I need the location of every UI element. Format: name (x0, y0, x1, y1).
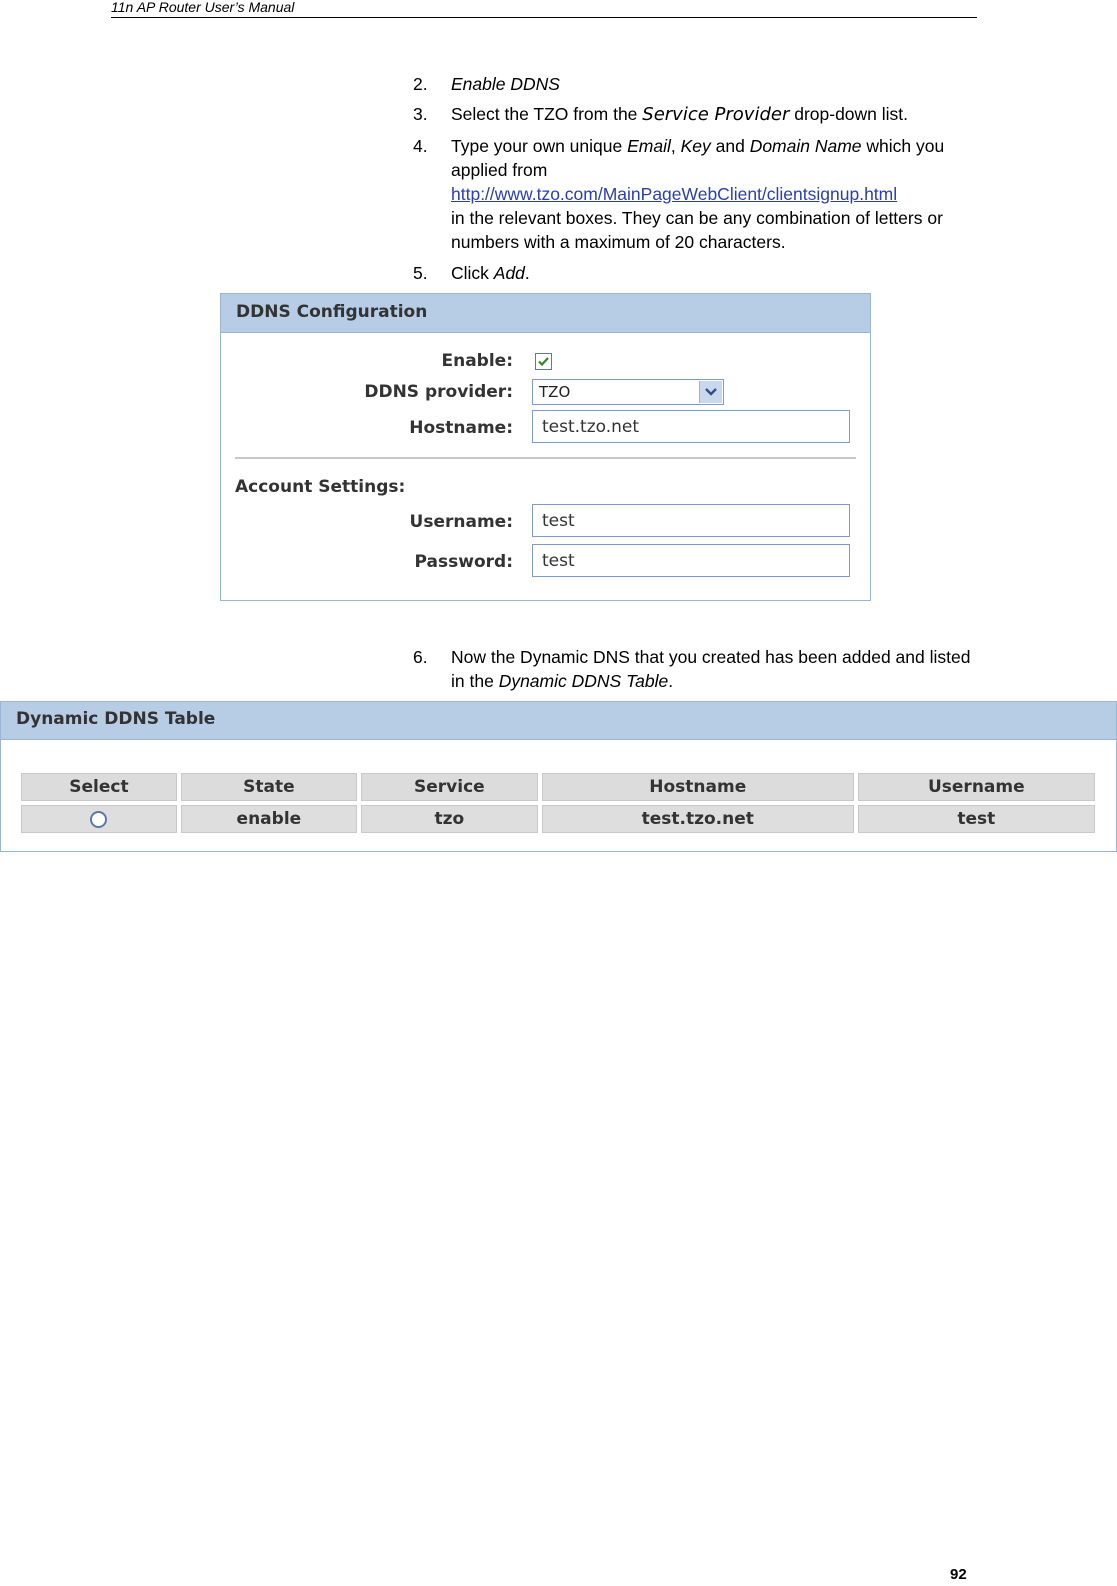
step-text: Type your own unique (451, 136, 628, 156)
column-header-username: Username (858, 773, 1095, 801)
table-title: Dynamic DDNS Table (16, 709, 216, 729)
step-text-mid: which you applied from (451, 136, 945, 180)
checkmark-icon (537, 355, 550, 368)
key-term: Key (680, 136, 711, 156)
step-number: 2. (413, 74, 428, 94)
step-text: Enable DDNS (451, 74, 560, 94)
enable-checkbox[interactable] (535, 353, 552, 370)
dynamic-ddns-table-panel (0, 701, 1117, 852)
divider (235, 457, 856, 459)
column-header-hostname: Hostname (542, 773, 854, 801)
step-6 (413, 645, 983, 693)
password-value: test (542, 551, 575, 571)
ddns-configuration-panel (220, 293, 871, 601)
step-text-tail: drop-down list. (789, 104, 909, 124)
step-5 (413, 261, 983, 285)
add-term: Add (493, 263, 525, 283)
chevron-down-icon (705, 388, 717, 396)
username-input[interactable] (532, 504, 850, 537)
table-title-bar (1, 702, 1116, 740)
step-text-tail: . (668, 671, 674, 691)
step-number: 6. (413, 647, 428, 667)
tzo-signup-link[interactable]: http://www.tzo.com/MainPageWebClient/clientsignup.html (451, 184, 898, 204)
domain-name-term: Domain Name (749, 136, 862, 156)
password-label: Password: (414, 552, 513, 572)
username-label: Username: (409, 512, 513, 532)
hostname-label: Hostname: (409, 418, 513, 438)
column-header-service: Service (361, 773, 538, 801)
select-cell (21, 805, 177, 833)
service-provider-term: Service Provider (642, 104, 790, 125)
step-text: Select the TZO from the (451, 104, 643, 124)
hostname-input[interactable] (532, 410, 850, 443)
username-value: test (542, 511, 575, 531)
email-term: Email (627, 136, 671, 156)
column-header-select: Select (21, 773, 177, 801)
page-number: 92 (950, 1566, 967, 1583)
step-text: Now the Dynamic DNS that you created has been added and listed in the (451, 647, 971, 691)
step-2 (413, 72, 983, 96)
password-input[interactable] (532, 544, 850, 577)
step-text: Click (451, 263, 494, 283)
username-cell: test (858, 805, 1095, 833)
table-header-row (21, 773, 1095, 801)
panel-title: DDNS Configuration (236, 302, 428, 322)
manual-title: 11n AP Router User’s Manual (111, 0, 295, 15)
service-cell: tzo (361, 805, 538, 833)
ddns-table (17, 769, 1099, 837)
step-4 (413, 134, 983, 254)
account-settings-label: Account Settings: (235, 477, 406, 497)
select-radio[interactable] (90, 811, 107, 828)
ddns-provider-select[interactable] (532, 379, 724, 405)
page-header (111, 0, 977, 18)
comma: , (670, 136, 681, 156)
step-number: 3. (413, 104, 428, 124)
table-row (21, 805, 1095, 833)
ddns-provider-value: TZO (539, 383, 571, 401)
step-text-tail: in the relevant boxes. They can be any combination of letters or numbers with a maximum of 20 characters. (451, 208, 943, 252)
step-number: 5. (413, 263, 428, 283)
panel-title-bar (221, 294, 870, 333)
hostname-value: test.tzo.net (542, 417, 640, 437)
step-3 (413, 102, 983, 127)
step-number: 4. (413, 136, 428, 156)
and-word: and (710, 136, 750, 156)
enable-label: Enable: (441, 351, 513, 371)
state-cell: enable (181, 805, 357, 833)
dropdown-button[interactable] (699, 381, 722, 403)
step-text-tail: . (524, 263, 530, 283)
ddns-table-term: Dynamic DDNS Table (498, 671, 669, 691)
hostname-cell: test.tzo.net (542, 805, 854, 833)
column-header-state: State (181, 773, 357, 801)
ddns-provider-label: DDNS provider: (364, 382, 513, 402)
